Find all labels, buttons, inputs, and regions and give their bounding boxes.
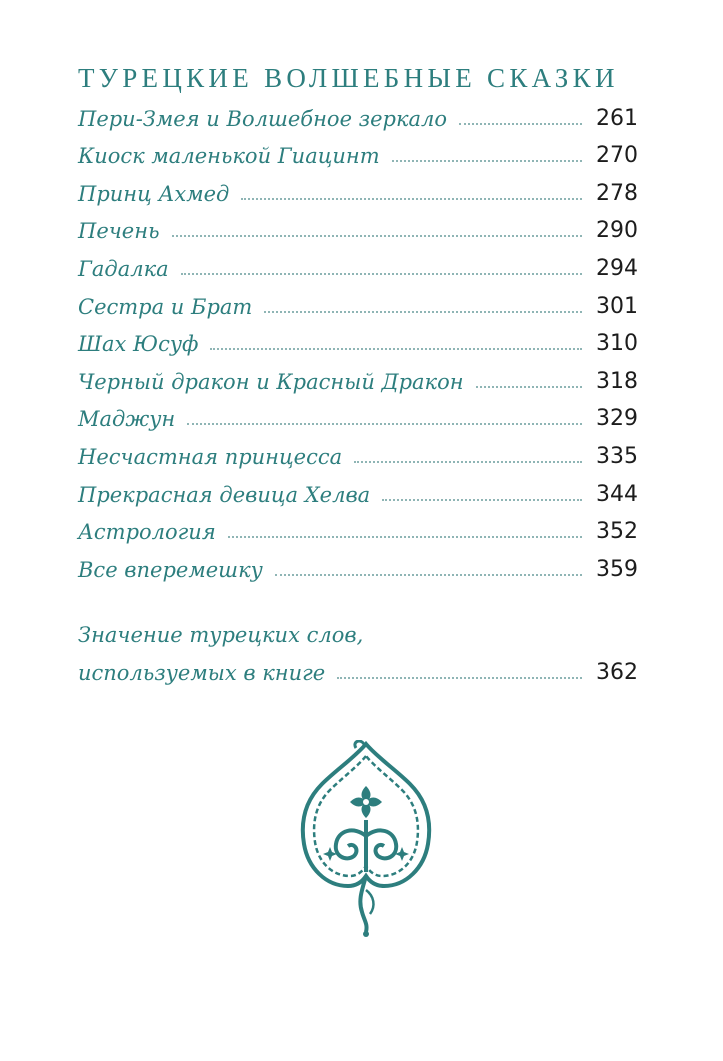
dot-leader [187,423,582,425]
toc-entry-page: 359 [596,556,638,582]
appendix-row [78,650,638,688]
dot-leader [210,348,582,350]
toc-entry-title: Все вперемешку [78,557,263,582]
toc-entry[interactable] [78,434,638,472]
dot-leader [264,311,582,313]
dot-leader [459,123,582,125]
dot-leader [241,198,582,200]
toc-entry-title: Несчастная принцесса [78,444,343,469]
toc-entry-title: Пери-Змея и Волшебное зеркало [78,106,448,131]
dot-leader [392,160,582,162]
toc-entry-title: Астрология [78,520,216,545]
dot-leader [337,677,582,679]
toc-entry-page: 278 [596,180,638,206]
toc-entry-page: 329 [596,406,638,432]
toc-entry[interactable] [78,510,638,548]
toc-entry-title: Черный дракон и Красный Дракон [78,369,464,394]
dot-leader [382,499,582,501]
toc-entry-page: 290 [596,218,638,244]
toc-entry-title: Принц Ахмед [78,181,230,206]
toc-entry-page: 261 [596,105,638,131]
toc-entry[interactable] [78,284,638,322]
toc-entry[interactable] [78,134,638,172]
toc-entry-page: 344 [596,481,638,507]
toc-entry[interactable] [78,397,638,435]
toc-entry-title: Прекрасная девица Хелва [78,482,371,507]
dot-leader [228,536,582,538]
toc-entry[interactable] [78,209,638,247]
dot-leader [476,386,582,388]
dot-leader [275,574,582,576]
floral-spade-ornament-icon [296,740,436,940]
appendix-title-line2: используемых в книге [78,660,326,685]
toc-entry-title: Киоск маленькой Гиацинт [78,144,380,169]
toc-entry-title: Сестра и Брат [78,294,253,319]
toc-entry-title: Печень [78,219,160,244]
appendix-entry[interactable] [78,620,638,688]
toc-entry-page: 335 [596,443,638,469]
dot-leader [172,235,583,237]
toc-entry[interactable] [78,322,638,360]
toc-entry-page: 310 [596,331,638,357]
section-title: ТУРЕЦКИЕ ВОЛШЕБНЫЕ СКАЗКИ [78,63,619,93]
appendix-page: 362 [596,659,638,685]
dot-leader [181,273,582,275]
toc-entry-page: 318 [596,368,638,394]
toc-entry-title: Шах Юсуф [78,332,199,357]
toc-entry[interactable] [78,359,638,397]
toc-entry[interactable] [78,547,638,585]
toc-entry-page: 270 [596,143,638,169]
table-of-contents [78,96,638,585]
toc-entry[interactable] [78,472,638,510]
toc-entry-title: Маджун [78,407,176,432]
dot-leader [354,461,582,463]
toc-entry[interactable] [78,96,638,134]
toc-entry-page: 294 [596,255,638,281]
toc-entry-title: Гадалка [78,256,169,281]
toc-entry-page: 301 [596,293,638,319]
appendix-title-line1: Значение турецких слов, [78,623,364,647]
toc-entry[interactable] [78,246,638,284]
toc-entry[interactable] [78,171,638,209]
toc-entry-page: 352 [596,519,638,545]
